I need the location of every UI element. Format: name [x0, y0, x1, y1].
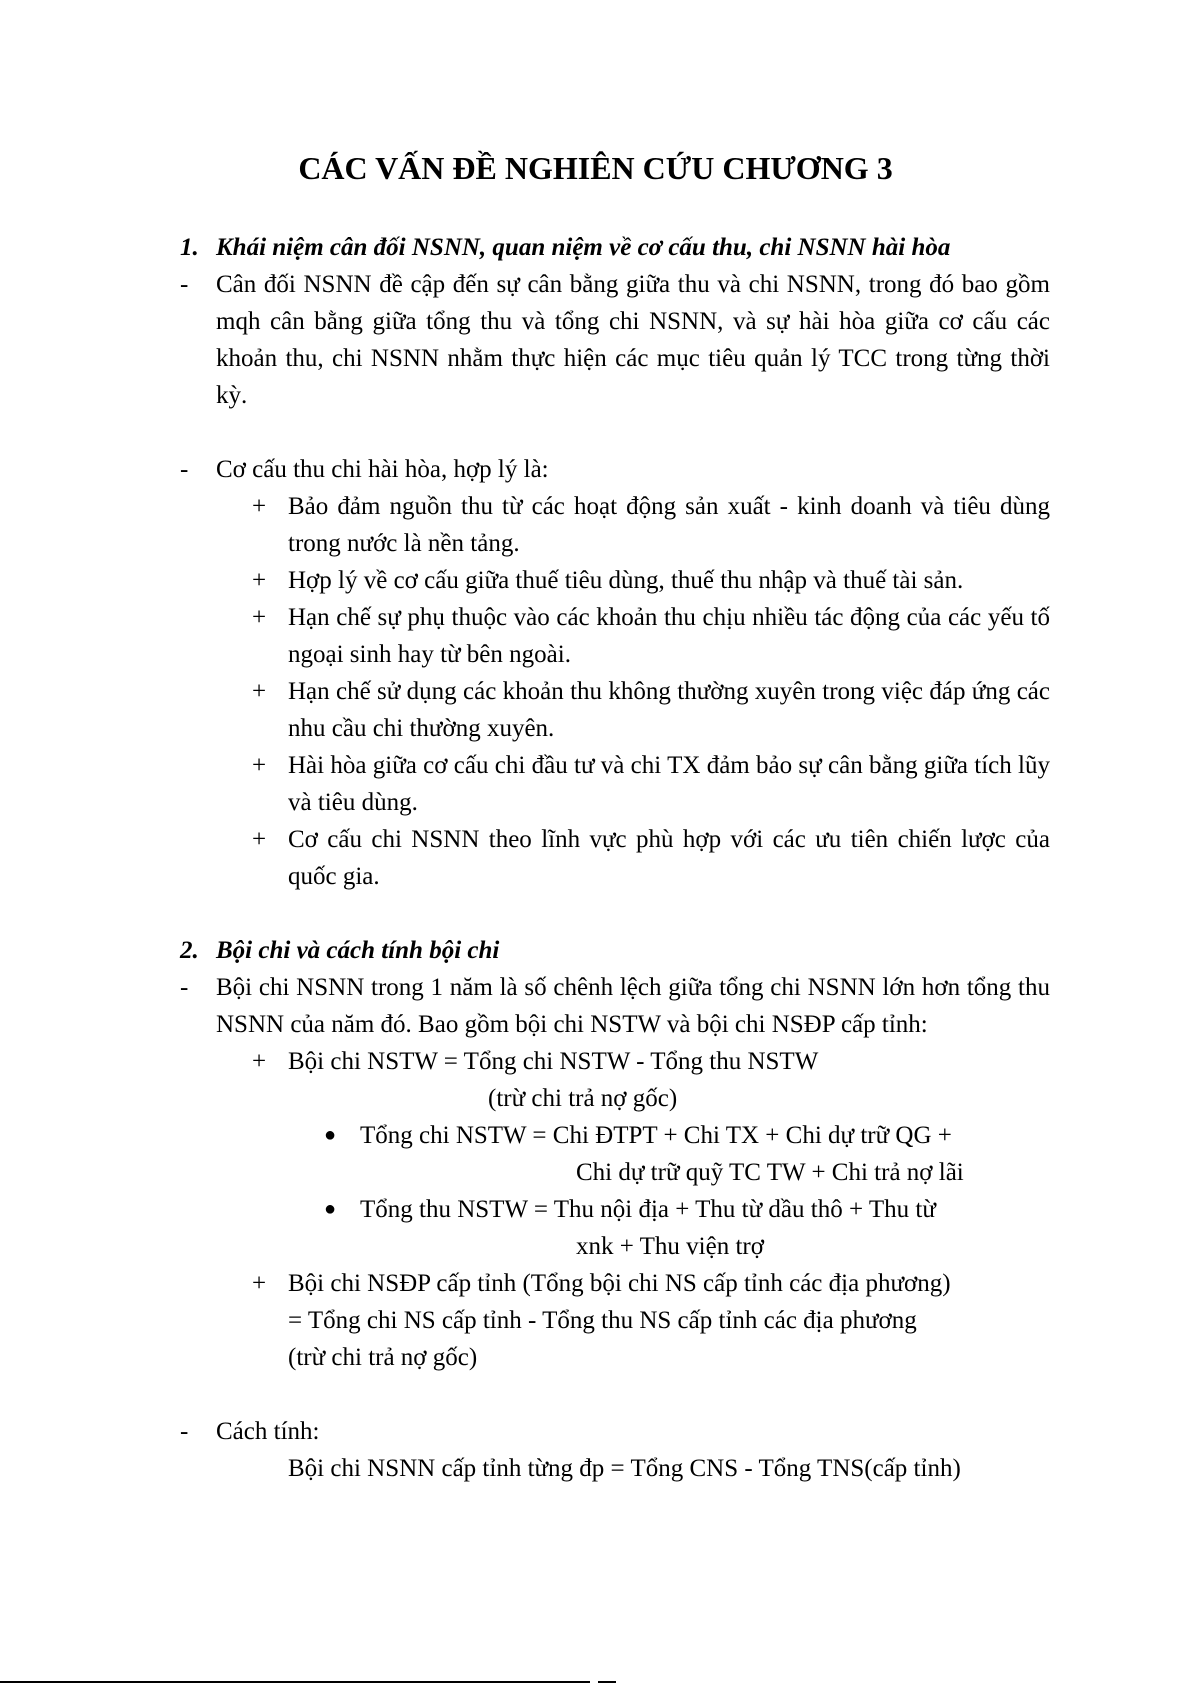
list-item — [252, 673, 1050, 747]
paragraph-calc — [180, 1413, 1050, 1450]
section-2-title: Bội chi và cách tính bội chi — [216, 937, 500, 964]
formula-note: (trừ chi trả nợ gốc) — [288, 1344, 478, 1371]
section-1-title: Khái niệm cân đối NSNN, quan niệm về cơ cấu thu, chi NSNN hài hòa — [216, 234, 951, 261]
list-item-text: Hạn chế sử dụng các khoản thu không thường xuyên trong việc đáp ứng các nhu cầu chi thường xuyên. — [288, 678, 1050, 742]
section-1-number: 1. — [180, 234, 199, 261]
footer-divider — [0, 1681, 590, 1683]
section-2-heading — [180, 932, 1050, 969]
section-1-heading — [180, 229, 1050, 266]
footer-divider-end — [598, 1681, 616, 1683]
formula-line: Tổng thu NSTW = Thu nội địa + Thu từ dầu thô + Thu từ — [360, 1196, 936, 1223]
plus-marker: + — [252, 604, 267, 631]
paragraph-deficit-definition — [180, 969, 1050, 1043]
list-item — [252, 747, 1050, 821]
paragraph-text: Cách tính: — [216, 1418, 320, 1445]
formula-note: (trừ chi trả nợ gốc) — [488, 1085, 678, 1112]
plus-marker: + — [252, 752, 267, 779]
list-item — [252, 821, 1050, 895]
bullet-item — [324, 1191, 1050, 1265]
list-item-text: Hợp lý về cơ cấu giữa thuế tiêu dùng, thuế thu nhập và thuế tài sản. — [288, 567, 964, 594]
plus-marker: + — [252, 1048, 267, 1075]
plus-marker: + — [252, 567, 267, 594]
dash-marker: - — [180, 974, 189, 1001]
plus-marker: + — [252, 1270, 267, 1297]
list-item — [252, 599, 1050, 673]
paragraph-definition — [180, 266, 1050, 414]
formula-line: Bội chi NSTW = Tổng chi NSTW - Tổng thu NSTW — [288, 1048, 819, 1075]
list-item-text: Cơ cấu chi NSNN theo lĩnh vực phù hợp với các ưu tiên chiến lược của quốc gia. — [288, 826, 1050, 890]
plus-marker: + — [252, 826, 267, 853]
paragraph-text: Cơ cấu thu chi hài hòa, hợp lý là: — [216, 456, 549, 483]
formula-line: xnk + Thu viện trợ — [576, 1233, 764, 1260]
list-item-nstw — [252, 1043, 1050, 1117]
plus-marker: + — [252, 678, 267, 705]
formula-line: Chi dự trữ quỹ TC TW + Chi trả nợ lãi — [576, 1159, 964, 1186]
list-item — [252, 488, 1050, 562]
paragraph-structure-intro — [180, 451, 1050, 488]
page-title: CÁC VẤN ĐỀ NGHIÊN CỨU CHƯƠNG 3 — [298, 150, 893, 186]
section-2-number: 2. — [180, 937, 199, 964]
list-item-text: Bảo đảm nguồn thu từ các hoạt động sản xuất - kinh doanh và tiêu dùng trong nước là nền tảng. — [288, 493, 1050, 557]
formula-line: Bội chi NSĐP cấp tỉnh (Tổng bội chi NS cấp tỉnh các địa phương) — [288, 1270, 951, 1297]
bullet-marker: ● — [324, 1124, 337, 1146]
list-item-text: Hạn chế sự phụ thuộc vào các khoản thu chịu nhiều tác động của các yếu tố ngoại sinh hay từ bên ngoài. — [288, 604, 1050, 668]
list-item — [252, 562, 1050, 599]
list-item-nsdp — [252, 1265, 1050, 1376]
bullet-marker: ● — [324, 1198, 337, 1220]
dash-marker: - — [180, 456, 189, 483]
list-item-text: Hài hòa giữa cơ cấu chi đầu tư và chi TX đảm bảo sự cân bằng giữa tích lũy và tiêu dùng. — [288, 752, 1050, 816]
formula-line: Tổng chi NSTW = Chi ĐTPT + Chi TX + Chi dự trữ QG + — [360, 1122, 952, 1149]
plus-marker: + — [252, 493, 267, 520]
document-body — [180, 229, 1050, 1487]
dash-marker: - — [180, 271, 189, 298]
formula-line: = Tổng chi NS cấp tỉnh - Tổng thu NS cấp tỉnh các địa phương — [288, 1307, 917, 1334]
paragraph-text: Cân đối NSNN đề cập đến sự cân bằng giữa thu và chi NSNN, trong đó bao gồm mqh cân bằng giữa tổng thu và tổng chi NSNN, và sự hài hòa giữa cơ cấu các khoản thu, chi NSNN nhằm thực hiện các mục tiêu quản lý TCC trong từng thời kỳ. — [216, 271, 1050, 409]
paragraph-text: Bội chi NSNN trong 1 năm là số chênh lệch giữa tổng chi NSNN lớn hơn tổng thu NSNN của năm đó. Bao gồm bội chi NSTW và bội chi NSĐP cấp tỉnh: — [216, 974, 1050, 1038]
dash-marker: - — [180, 1418, 189, 1445]
calc-formula: Bội chi NSNN cấp tỉnh từng đp = Tổng CNS - Tổng TNS(cấp tỉnh) — [288, 1455, 961, 1482]
bullet-item — [324, 1117, 1050, 1191]
